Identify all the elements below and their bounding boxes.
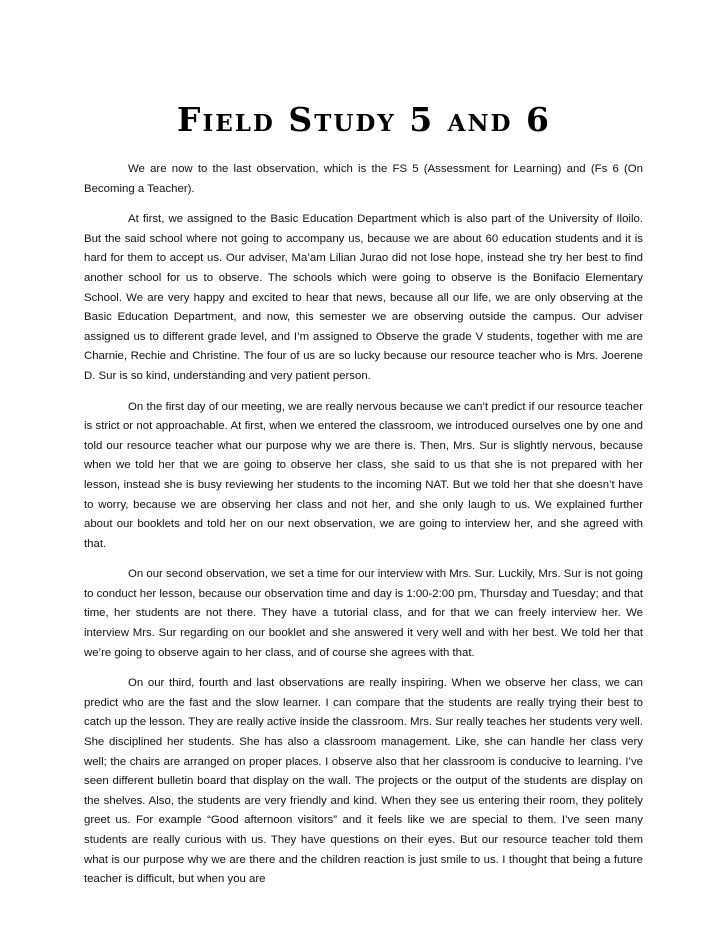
document-body	[84, 160, 643, 901]
paragraph-1: We are now to the last observation, which is the FS 5 (Assessment for Learning) and (Fs 6 (On Becoming a Teacher).	[84, 163, 643, 195]
paragraph-2: At first, we assigned to the Basic Education Department which is also part of the University of Iloilo. But the said school where not going to accompany us, because we are about 60 education students and it is hard for them to accept us. Our adviser, Ma’am Lilian Jurao did not lose hope, instead she try her best to find another school for us to observe. The schools which were going to observe is the Bonifacio Elementary School. We are very happy and excited to hear that news, because all our life, we are only observing at the Basic Education Department, and now, this semester we are observing outside the campus. Our adviser assigned us to different grade level, and I’m assigned to Observe the grade V students, together with me are Charnie, Rechie and Christine. The four of us are so lucky because our resource teacher who is Mrs. Joerene D. Sur is so kind, understanding and very patient person.	[84, 213, 643, 382]
document-title: Field Study 5 and 6	[177, 100, 551, 139]
paragraph-5: On our third, fourth and last observations are really inspiring. When we observe her class, we can predict who are the fast and the slow learner. I can compare that the students are really trying their best to catch up the lesson. They are really active inside the classroom. Mrs. Sur really teaches her students very well. She disciplined her students. She has also a classroom management. Like, she can handle her class very well; the chairs are arranged on proper places. I observe also that her classroom is conducive to learning. I’ve seen different bulletin board that display on the wall. The projects or the output of the students are display on the shelves. Also, the students are very friendly and kind. When they see us entering their room, they politely greet us. For example “Good afternoon visitors” and it feels like we are special to them. I’ve seen many students are really curious with us. They have questions on their eyes. But our resource teacher told them what is our purpose why we are there and the children reaction is just smile to us. I thought that being a future teacher is difficult, but when you are	[84, 677, 643, 886]
paragraph-4: On our second observation, we set a time for our interview with Mrs. Sur. Luckily, Mrs. Sur is not going to conduct her lesson, because our observation time and day is 1:00-2:00 pm, Thursday and Tuesday; and that time, her students are not there. They have a tutorial class, and for that we can freely interview her. We interview Mrs. Sur regarding on our booklet and she answered it very well and with her best. We told her that we’re going to observe again to her class, and of course she agrees with that.	[84, 568, 643, 659]
paragraph-3: On the first day of our meeting, we are really nervous because we can’t predict if our resource teacher is strict or not approachable. At first, when we entered the classroom, we introduced ourselves one by one and told our resource teacher what our purpose why we are there is. Then, Mrs. Sur is slightly nervous, because when we told her that we are going to observe her class, she said to us that she is not prepared with her lesson, instead she is busy reviewing her students to the incoming NAT. But we told her that she doesn’t have to worry, because we are observing her class and not her, and she only laugh to us. We explained further about our booklets and told her on our next observation, we are going to interview her, and she agreed with that.	[84, 400, 643, 550]
